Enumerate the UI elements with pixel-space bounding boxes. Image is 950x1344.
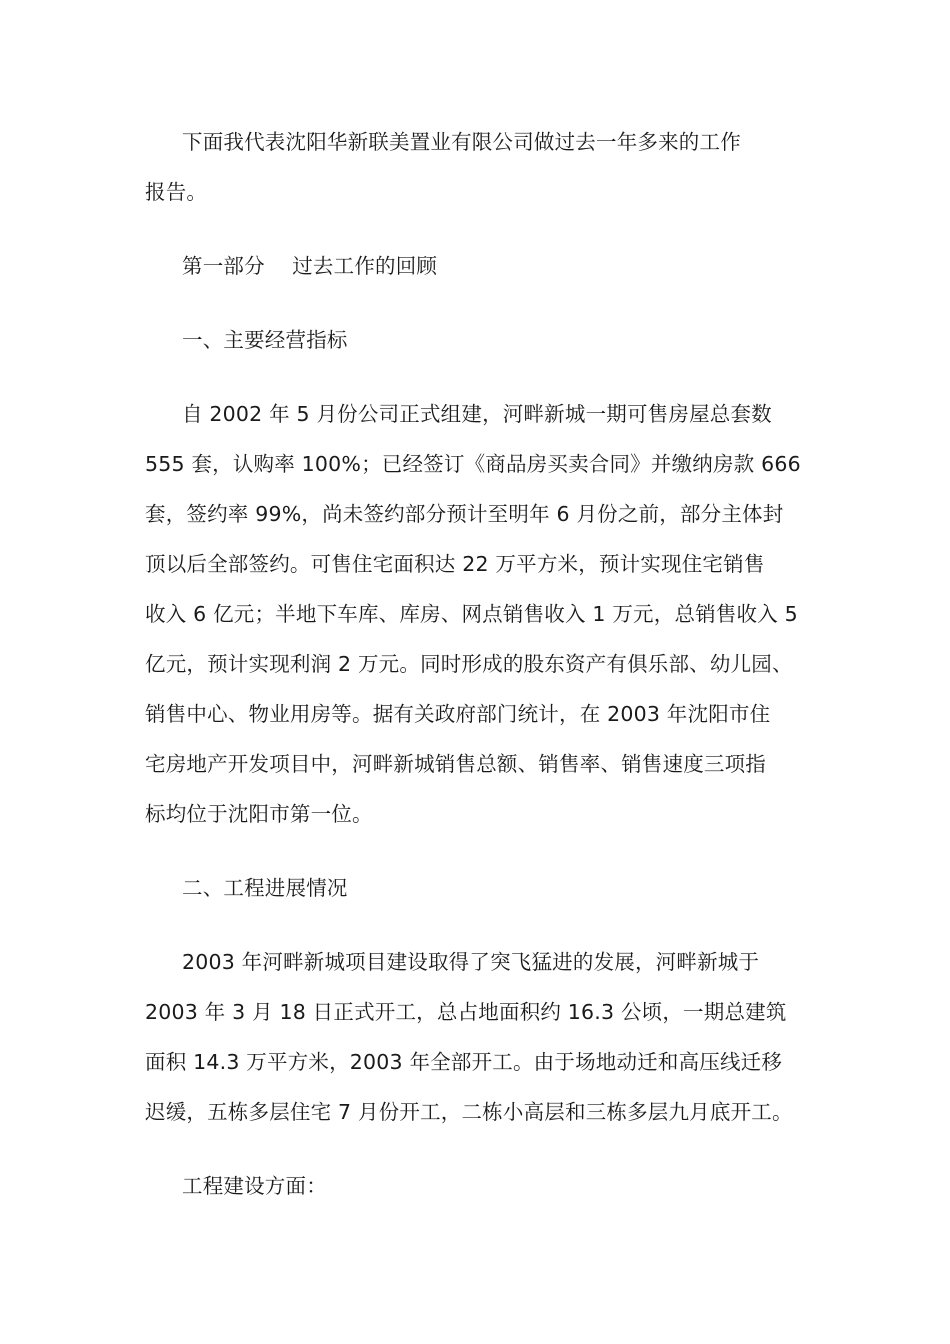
text-line: 迟缓，五栋多层住宅 7 月份开工，二栋小高层和三栋多层九月底开工。 (145, 1100, 793, 1124)
heading-text: 第一部分 过去工作的回顾 (182, 254, 438, 278)
text-line: 宅房地产开发项目中，河畔新城销售总额、销售率、销售速度三项指 (145, 752, 766, 776)
text-line: 亿元，预计实现利润 2 万元。同时形成的股东资产有俱乐部、幼儿园、 (145, 652, 793, 676)
text-line: 顶以后全部签约。可售住宅面积达 22 万平方米，预计实现住宅销售 (145, 552, 765, 576)
text-line: 下面我代表沈阳华新联美置业有限公司做过去一年多来的工作 (182, 130, 741, 154)
indicators-paragraph (145, 389, 825, 839)
text-line: 收入 6 亿元；半地下车库、库房、网点销售收入 1 万元，总销售收入 5 (145, 602, 798, 626)
text-line: 报告。 (145, 180, 208, 204)
document-page (145, 117, 825, 1211)
text-line: 标均位于沈阳市第一位。 (145, 802, 373, 826)
heading-text: 一、主要经营指标 (182, 328, 348, 352)
text-line: 自 2002 年 5 月份公司正式组建，河畔新城一期可售房屋总套数 (182, 402, 772, 426)
heading-text: 工程建设方面： (182, 1174, 327, 1198)
heading-text: 二、工程进展情况 (182, 876, 348, 900)
progress-paragraph (145, 937, 825, 1137)
text-line: 2003 年河畔新城项目建设取得了突飞猛进的发展，河畔新城于 (182, 950, 760, 974)
text-line: 2003 年 3 月 18 日正式开工，总占地面积约 16.3 公顷，一期总建筑 (145, 1000, 787, 1024)
section-heading-indicators (145, 315, 825, 365)
text-line: 套，签约率 99%，尚未签约部分预计至明年 6 月份之前，部分主体封 (145, 502, 784, 526)
text-line: 面积 14.3 万平方米，2003 年全部开工。由于场地动迁和高压线迁移 (145, 1050, 783, 1074)
subheading-construction (145, 1161, 825, 1211)
text-line: 销售中心、物业用房等。据有关政府部门统计，在 2003 年沈阳市住 (145, 702, 771, 726)
part-one-heading (145, 241, 825, 291)
text-line: 555 套，认购率 100%；已经签订《商品房买卖合同》并缴纳房款 666 (145, 452, 801, 476)
intro-paragraph (145, 117, 825, 217)
section-heading-progress (145, 863, 825, 913)
